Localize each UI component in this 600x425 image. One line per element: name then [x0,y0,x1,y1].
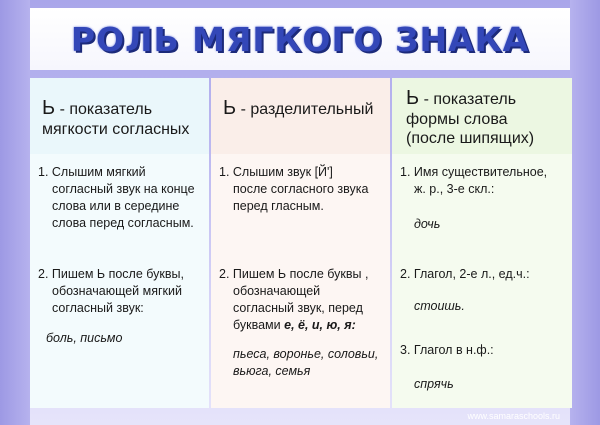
list-item [400,266,566,283]
list-item [219,164,384,215]
item-number-text: 2. Глагол, 2-е л., ед.ч.: [400,267,530,281]
soft-sign: Ь [223,97,237,119]
item-number-text: 3. Глагол в н.ф.: [400,343,494,357]
item-number-text: 1. Слышим мягкий [38,165,146,179]
right-border [570,0,600,425]
watermark-url: www.samaraschools.ru [467,411,560,421]
list-item [38,164,203,232]
item-text: согласный звук на конце слова или в середине слова перед согласным. [52,181,195,230]
left-border [0,0,30,425]
list-item [219,266,384,334]
header-text: - показатель [55,101,153,118]
header-text-line3: (после шипящих) [406,130,535,148]
list-item [400,164,566,198]
list-item [400,342,566,359]
column-header-separating [211,78,390,154]
column-header-softness [30,78,209,154]
item-text: обозначающей мягкий согласный звук: [52,283,182,315]
header-text: - показатель [419,91,517,108]
column-body-separating [211,154,390,408]
header-text: - разделительный [236,101,374,118]
example-text: спрячь [414,377,454,391]
soft-sign: Ь [42,97,56,119]
page-title: РОЛЬ МЯГКОГО ЗНАКА [70,19,530,59]
vowel-letters: е, ё, и, ю, я: [284,317,356,332]
example-text: дочь [414,217,441,231]
example-text: боль, письмо [46,331,123,345]
title-banner [30,8,570,70]
item-text: после согласного звука перед гласным. [233,181,369,213]
example-text: пьеса, воронье, соловьи, вьюга, семья [233,347,379,378]
list-item [38,266,203,317]
column-header-word-form [392,78,572,154]
item-number-text: 2. Пишем Ь после буквы, [38,267,184,281]
example-text: стоишь. [414,299,465,313]
poster [30,8,570,410]
header-text-line2: мягкости согласных [42,121,190,138]
soft-sign: Ь [406,87,420,109]
item-number-text: 1. Имя существительное, [400,165,548,179]
column-body-softness [30,154,209,408]
column-body-word-form [392,154,572,408]
item-number-text: 1. Слышим звук [Й'] [219,165,333,179]
item-number-text: 2. Пишем Ь после буквы , [219,267,369,281]
item-text: ж. р., 3-е скл.: [414,181,495,196]
item-text: обозначающей согласный звук, перед буквами [233,283,363,332]
header-text-line2: формы слова [406,111,508,128]
rules-table [30,78,570,408]
